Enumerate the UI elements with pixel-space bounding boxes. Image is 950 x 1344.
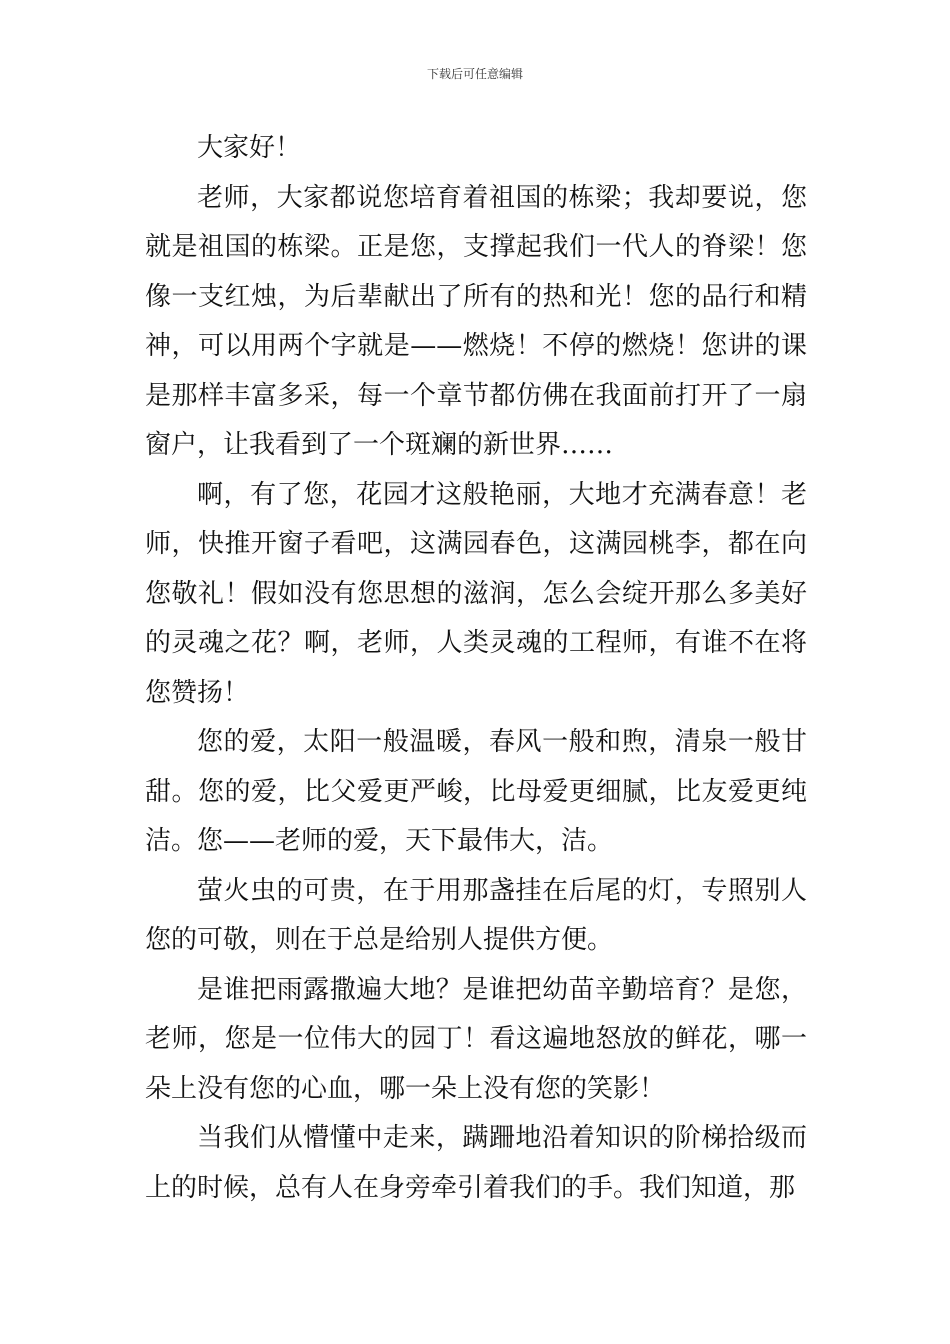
paragraph: 啊，有了您，花园才这般艳丽，大地才充满春意！老师，快推开窗子看吧，这满园春色，这满园桃李，都在向您敬礼！假如没有您思想的滋润，怎么会绽开那么多美好的灵魂之花？啊，老师，人类灵魂的工程师，有谁不在将您赞扬！ [145, 479, 807, 708]
paragraph: 您的爱，太阳一般温暖，春风一般和煦，清泉一般甘甜。您的爱，比父爱更严峻，比母爱更细腻，比友爱更纯洁。您——老师的爱，天下最伟大，洁。 [145, 727, 807, 856]
document-body [145, 124, 807, 1213]
paragraph: 是谁把雨露撒遍大地？是谁把幼苗辛勤培育？是您，老师，您是一位伟大的园丁！看这遍地怒放的鲜花，哪一朵上没有您的心血，哪一朵上没有您的笑影！ [145, 974, 807, 1104]
page-header: 下载后可任意编辑 [426, 67, 523, 81]
paragraph: 萤火虫的可贵，在于用那盏挂在后尾的灯，专照别人您的可敬，则在于总是给别人提供方便。 [145, 875, 807, 955]
paragraph: 老师，大家都说您培育着祖国的栋梁；我却要说，您就是祖国的栋梁。正是您，支撑起我们一代人的脊梁！您像一支红烛，为后辈献出了所有的热和光！您的品行和精神，可以用两个字就是——燃烧！不停的燃烧！您讲的课是那样丰富多采，每一个章节都仿佛在我面前打开了一扇窗户，让我看到了一个斑斓的新世界…… [145, 182, 807, 460]
paragraph: 当我们从懵懂中走来，蹒跚地沿着知识的阶梯拾级而上的时候，总有人在身旁牵引着我们的手。我们知道，那 [145, 1123, 807, 1203]
paragraph-greeting: 大家好！ [197, 133, 302, 163]
